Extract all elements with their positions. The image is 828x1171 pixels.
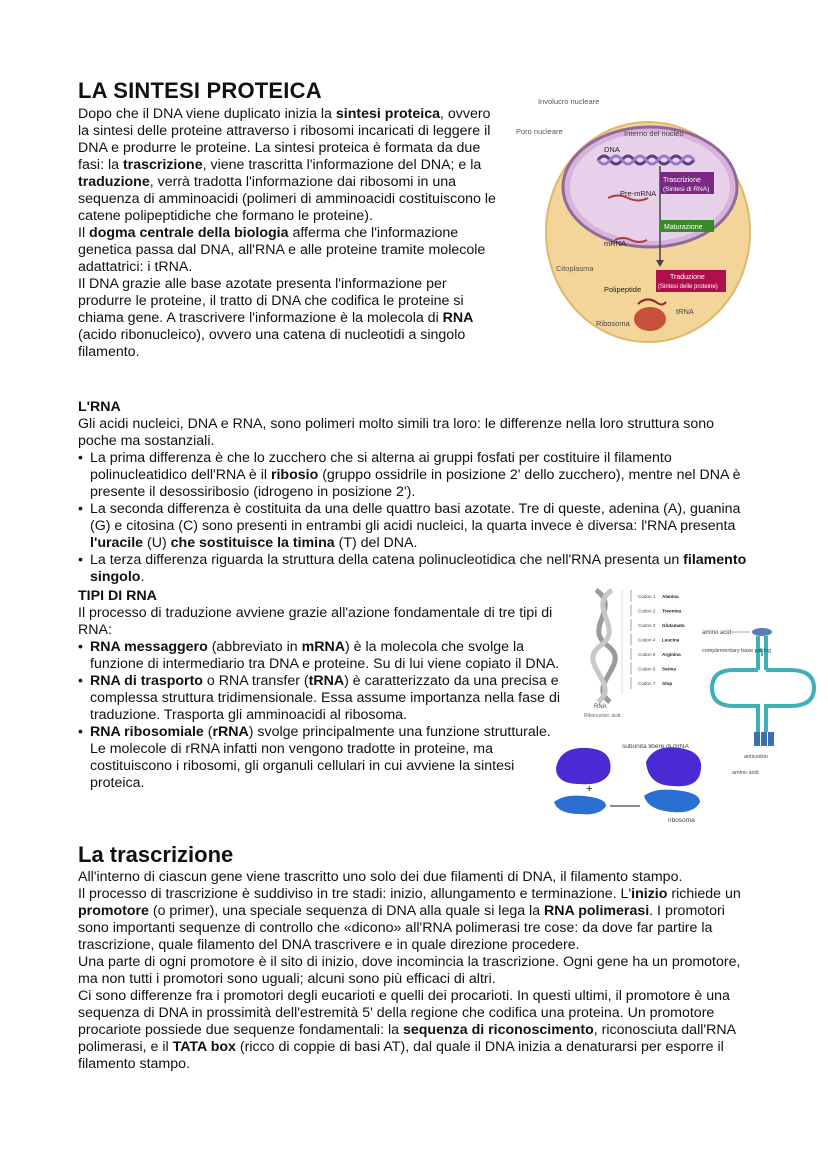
ribosome-shape [634, 307, 666, 331]
label-trna: tRNA [676, 307, 694, 316]
intro-paragraph-3: Il DNA grazie alle base azotate presenta l'informazione per produrre le proteine, il tratto di DNA che codifica le proteine si chiama gene. A trascrivere l'informazione è la molecola di RNA (acido ribonucleico), ovvero una catena di nucleotidi a singolo filamento. [78, 276, 474, 360]
codon-label: Codon 6 [638, 666, 656, 672]
list-item: • La prima differenza è che lo zucchero che si alterna ai gruppi fosfati per costituire il filamento polinucleatidico dell'RNA è il ribosio (gruppo ossidrile in posizione 2' dello zucchero), mentre nel DNA è presente il desossiribosio (idrogeno in posizione 2'). [78, 450, 748, 501]
cell-diagram [510, 92, 755, 350]
label-poro: Poro nucleare [516, 127, 563, 136]
intro-paragraph-2: Il dogma centrale della biologia afferma che l'informazione genetica passa dal DNA, all'RNA e alle proteine tramite molecole adattatrici: i tRNA. [78, 225, 486, 275]
label-pairing: complementary base pairing [702, 648, 772, 654]
rna-section [78, 399, 748, 586]
amino-acid-shape [752, 628, 772, 636]
tipi-section [78, 588, 560, 792]
ribosome-large [646, 747, 701, 786]
label-traduzione: Traduzione [670, 274, 705, 281]
rna-intro: Gli acidi nucleici, DNA e RNA, sono polimeri molto simili tra loro: le differenze nella loro struttura sono poche ma sostanziali. [78, 416, 715, 449]
codon-label: Codon 3 [638, 623, 656, 628]
label-interno: Interno del nucleo [624, 129, 684, 138]
label-amino-acid: amino acid [702, 630, 732, 636]
label-ribosoma: ribosoma [668, 817, 695, 824]
anticodon-base-1 [754, 732, 760, 746]
codon-label: Codon 1 [638, 594, 656, 599]
amino-label: Alanina [662, 594, 679, 599]
list-item: • RNA di trasporto o RNA transfer (tRNA) è caratterizzato da una precisa e complessa struttura tridimensionale. Essa assume importanza nella fase di traduzione. Trasporta gli amminoacidi al ribosoma. [78, 673, 560, 724]
codon-diagram [582, 588, 700, 722]
rna-differences-list [78, 450, 748, 586]
label-anticodon: anticodon [744, 754, 768, 760]
amino-label: Stop [662, 681, 673, 686]
ribosome-small [644, 790, 700, 813]
anticodon-base-3 [768, 732, 774, 746]
tipi-heading: TIPI DI RNA [78, 588, 157, 604]
amino-label: Serina [662, 666, 677, 672]
list-item: • RNA ribosomiale (rRNA) svolge principalmente una funzione strutturale. Le molecole di rRNA infatti non vengono tradotte in proteine, ma costituiscono i ribosomi, gli organuli cellulari in cui avviene la sintesi proteica. [78, 724, 560, 792]
amino-label: Treonina [662, 608, 682, 614]
codon-label: Codon 4 [638, 637, 656, 643]
intro-text [78, 106, 498, 361]
trascrizione-heading: La trascrizione [78, 842, 234, 867]
trascrizione-paragraph-3: Una parte di ogni promotore è il sito di inizio, dove incomincia la trascrizione. Ogni gene ha un promotore, ma non tutti i promotori sono uguali; alcuni sono più efficaci di altri. [78, 954, 741, 987]
label-maturazione: Maturazione [664, 224, 703, 231]
label-involucro: Involucro nucleare [538, 97, 600, 106]
label-subunita: subunità libere di rRNA [622, 744, 689, 750]
plus-sign: + [586, 783, 593, 795]
codon-label: Codon 7 [638, 681, 656, 686]
intro-paragraph-1: Dopo che il DNA viene duplicato inizia la sintesi proteica, ovvero la sintesi delle proteine attraverso i ribosomi incaricati di leggere il DNA e produrre le proteine. La sintesi proteica è formata da due fasi: la trascrizione, viene trascritta l'informazione del DNA; e la traduzione, verrà tradotta l'informazione dai ribosomi in una sequenza di amminoacidi (polimeri di amminoacidi costituiscono le catene polipeptidiche che formano le proteine). [78, 106, 496, 224]
ribosome-diagram [550, 744, 750, 826]
rna-heading: L'RNA [78, 399, 121, 415]
codon-rows [631, 590, 685, 689]
amino-label: Glutamato [662, 623, 685, 628]
tipi-list [78, 639, 560, 792]
anticodon-base-2 [761, 732, 767, 746]
label-ribonucleic: Ribonucleic acid [584, 713, 621, 719]
trna-arms [712, 670, 814, 732]
label-rna: RNA [594, 704, 607, 710]
label-trascrizione-sub: (Sintesi di RNA) [663, 186, 710, 193]
amino-label: Leucina [662, 637, 680, 643]
list-item: • La terza differenza riguarda la struttura della catena polinucleotidica che nell'RNA presenta un filamento singolo. [78, 552, 748, 586]
large-subunit [556, 748, 611, 784]
label-dna: DNA [604, 145, 620, 154]
codon-label: Codon 2 [638, 608, 656, 614]
trascrizione-paragraph-2: Il processo di trascrizione è suddiviso in tre stadi: inizio, allungamento e terminazione. L'inizio richiede un promotore (o primer), una speciale sequenza di DNA alla quale si lega la RNA polimerasi. I promotori sono importanti sequenze di controllo che «dicono» all'RNA polimerasi tre cose: da dove far partire la trascrizione, quale filamento del DNA trascrivere e in quale direzione procedere. [78, 886, 741, 953]
codon-label: Codon 5 [638, 652, 656, 657]
label-trascrizione: Trascrizione [663, 177, 701, 184]
trascrizione-paragraph-1: All'interno di ciascun gene viene trascritto uno solo dei due filamenti di DNA, il filamento stampo. [78, 869, 683, 885]
tipi-intro: Il processo di traduzione avviene grazie all'azione fondamentale di tre tipi di RNA: [78, 605, 553, 638]
small-subunit [554, 796, 606, 815]
page-title: LA SINTESI PROTEICA [78, 78, 322, 103]
label-mrna: mRNA [604, 239, 627, 248]
amino-label: Arginina [662, 652, 681, 657]
trascrizione-paragraph-4: Ci sono differenze fra i promotori degli eucarioti e quelli dei procarioti. In questi ultimi, il promotore è una sequenza di DNA in prossimità dell'estremità 5' della regione che codifica una proteina. Un promotore procariote possiede due sequenze fondamentali: la sequenza di riconoscimento, riconosciuta dall'RNA polimerasi, e il TATA box (ricco di coppie di basi AT), dal quale il DNA inizia a denaturarsi per esporre il filamento stampo. [78, 988, 736, 1072]
list-item: • RNA messaggero (abbreviato in mRNA) è la molecola che svolge la funzione di intermediario tra DNA e proteine. Su di lui viene copiato il DNA. [78, 639, 560, 673]
label-ribosoma: Ribosoma [596, 319, 630, 328]
label-traduzione-sub: (Sintesi delle proteine) [658, 284, 718, 290]
label-citoplasma: Citoplasma [556, 264, 594, 273]
label-polipeptide: Polipeptide [604, 285, 642, 294]
trascrizione-text [78, 869, 750, 1073]
label-premrna: Pre-mRNA [620, 189, 657, 198]
label-amino-acid-2: amino acid [732, 770, 759, 776]
list-item: • La seconda differenza è costituita da una delle quattro basi azotate. Tre di queste, adenina (A), guanina (G) e citosina (C) sono presenti in entrambi gli acidi nucleici, la quarta invece è diversa: l'RNA presenta l'uracile (U) che sostituisce la timina (T) del DNA. [78, 501, 748, 552]
